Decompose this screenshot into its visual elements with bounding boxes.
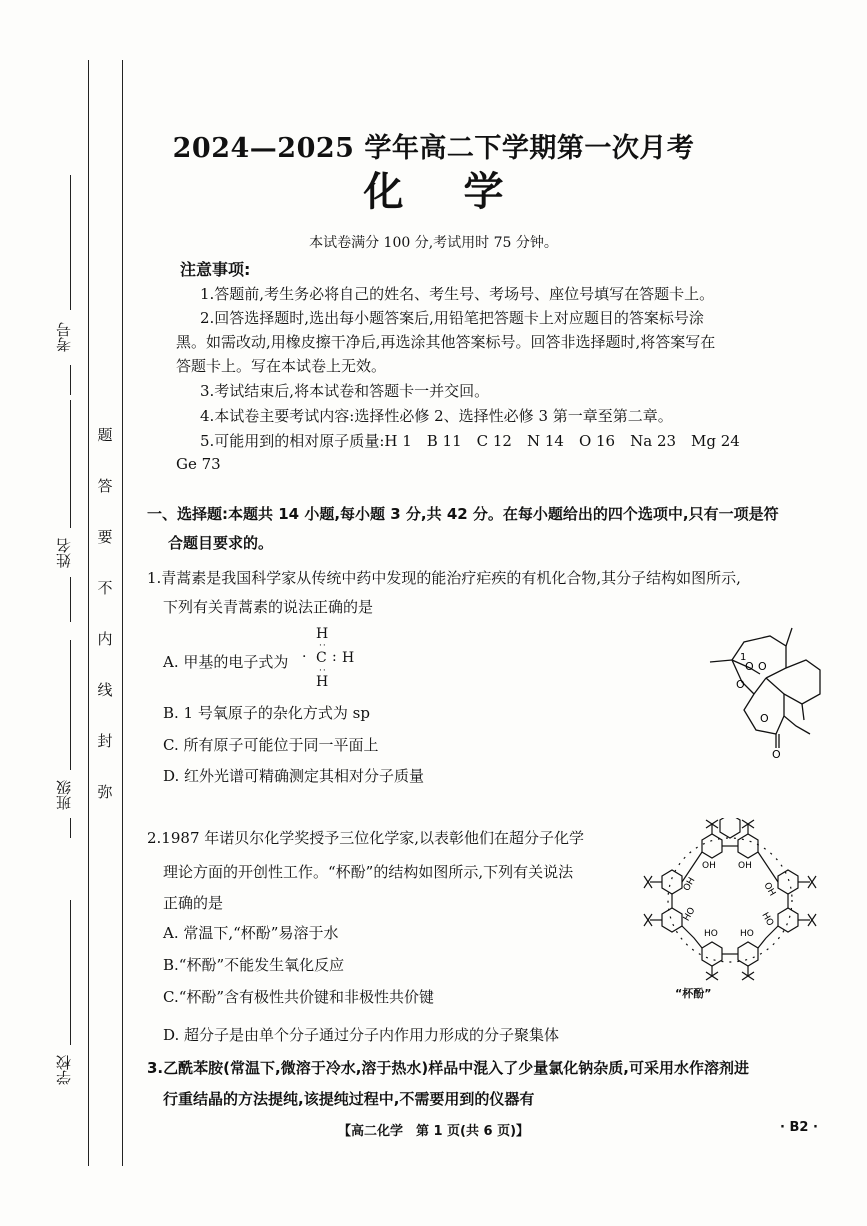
- ho-label: HO: [681, 905, 698, 923]
- notice-item: 3.考试结束后,将本试卷和答题卡一并交回。: [200, 382, 490, 400]
- artemisinin-structure: [700, 620, 830, 760]
- notice-item: 黑。如需改动,用橡皮擦干净后,再选涂其他答案标号。回答非选择题时,将答案写在: [176, 333, 716, 351]
- q1-option-c: C. 所有原子可能位于同一平面上: [163, 736, 379, 754]
- formula-dot-left: ·: [302, 649, 307, 665]
- exam-meta: 本试卷满分 100 分,考试用时 75 分钟。: [309, 235, 558, 251]
- q3-stem-cont: 行重结晶的方法提纯,该提纯过程中,不需要用到的仪器有: [163, 1090, 535, 1108]
- class-underline: [70, 640, 71, 770]
- oh-label: OH: [761, 881, 777, 899]
- notice-item: Ge 73: [176, 455, 221, 473]
- oh-label: OH: [738, 861, 752, 871]
- q2-stem-cont: 理论方面的开创性工作。“杯酚”的结构如图所示,下列有关说法: [163, 863, 574, 881]
- seal-char: 不: [97, 579, 113, 597]
- seal-char: 封: [97, 732, 113, 750]
- formula-h-right: H: [342, 650, 355, 666]
- seal-char: 要: [97, 528, 113, 546]
- formula-h-bottom: H: [316, 674, 329, 690]
- calixarene-caption: “杯酚”: [675, 987, 712, 1000]
- notice-item: 答题卡上。写在本试卷上无效。: [176, 357, 387, 375]
- name-underline-2: [70, 577, 71, 622]
- class-underline-2: [70, 818, 71, 838]
- seal-char: 答: [97, 477, 113, 495]
- atom-o-2: O: [758, 660, 767, 673]
- school-underline: [70, 900, 71, 1045]
- q1-stem-cont: 下列有关青蒿素的说法正确的是: [163, 598, 374, 616]
- q1-stem: 1.青蒿素是我国科学家从传统中药中发现的能治疗疟疾的有机化合物,其分子结构如图所示,: [147, 569, 741, 587]
- name-label: 姓名: [55, 538, 73, 568]
- name-underline: [70, 400, 71, 528]
- formula-dot-top: ··: [319, 641, 327, 651]
- ho-label: HO: [759, 911, 775, 929]
- formula-colon: :: [332, 649, 337, 665]
- q2-stem-cont-2: 正确的是: [163, 894, 224, 912]
- q2-stem: 2.1987 年诺贝尔化学奖授予三位化学家,以表彰他们在超分子化学: [147, 829, 585, 847]
- formula-h-top: H: [316, 626, 329, 642]
- ho-label: HO: [740, 929, 754, 939]
- atom-o-3: O: [736, 678, 745, 691]
- notice-heading: 注意事项:: [180, 260, 251, 279]
- notice-item: 1.答题前,考生务必将自己的姓名、考生号、考场号、座位号填写在答题卡上。: [200, 285, 715, 303]
- oh-label: OH: [702, 861, 716, 871]
- seal-char: 内: [97, 630, 113, 648]
- q2-option-c: C.“杯酚”含有极性共价键和非极性共价键: [163, 988, 435, 1006]
- q3-stem: 3.乙酰苯胺(常温下,微溶于冷水,溶于热水)样品中混入了少量氯化钠杂质,可采用水作溶剂进: [147, 1059, 749, 1077]
- notice-item: 4.本试卷主要考试内容:选择性必修 2、选择性必修 3 第一章至第二章。: [200, 407, 673, 425]
- section-heading: 一、选择题:本题共 14 小题,每小题 3 分,共 42 分。在每小题给出的四个选项中,只有一项是符: [147, 505, 779, 523]
- notice-item: 2.回答选择题时,选出每小题答案后,用铅笔把答题卡上对应题目的答案标号涂: [200, 309, 704, 327]
- seal-char: 线: [97, 681, 113, 699]
- q2-option-b: B.“杯酚”不能发生氧化反应: [163, 956, 345, 974]
- page-footer: 【高二化学 第 1 页(共 6 页)】: [337, 1124, 530, 1139]
- q1-option-b: B. 1 号氧原子的杂化方式为 sp: [163, 704, 370, 722]
- q1-option-a: A. 甲基的电子式为: [163, 653, 289, 671]
- exam-no-label: 考号: [55, 322, 73, 352]
- q2-option-a: A. 常温下,“杯酚”易溶于水: [163, 924, 339, 942]
- formula-dot-bottom: ··: [319, 666, 327, 676]
- binding-line-outer: [88, 60, 89, 1166]
- ho-label: HO: [704, 929, 718, 939]
- exam-title: 2024—2025 学年高二下学期第一次月考: [172, 133, 695, 164]
- seal-text: [95, 428, 115, 836]
- school-label: 学校: [55, 1055, 73, 1085]
- q2-option-d: D. 超分子是由单个分子通过分子内作用力形成的分子聚集体: [163, 1026, 560, 1044]
- seal-char: 题: [97, 426, 113, 444]
- atom-o-1: O: [745, 660, 754, 673]
- binding-line-inner: [122, 60, 123, 1166]
- atom-o-5: O: [772, 748, 781, 760]
- notice-item: 5.可能用到的相对原子质量:H 1 B 11 C 12 N 14 O 16 Na 23 Mg 24: [200, 432, 740, 450]
- class-label: 班级: [55, 780, 73, 810]
- formula-c: C: [316, 650, 327, 666]
- oh-label: OH: [681, 875, 698, 893]
- atom-o-4: O: [760, 712, 769, 725]
- subject-title: 化学: [363, 168, 564, 215]
- section-heading-cont: 合题目要求的。: [168, 534, 274, 552]
- page-code: · B2 ·: [780, 1120, 818, 1135]
- q1-option-d: D. 红外光谱可精确测定其相对分子质量: [163, 767, 425, 785]
- atom-label-1: 1: [740, 652, 747, 663]
- methyl-electron-formula: [302, 626, 372, 694]
- calixarene-structure: [640, 818, 820, 983]
- exam-no-underline-2: [70, 365, 71, 395]
- seal-char: 弥: [97, 783, 113, 801]
